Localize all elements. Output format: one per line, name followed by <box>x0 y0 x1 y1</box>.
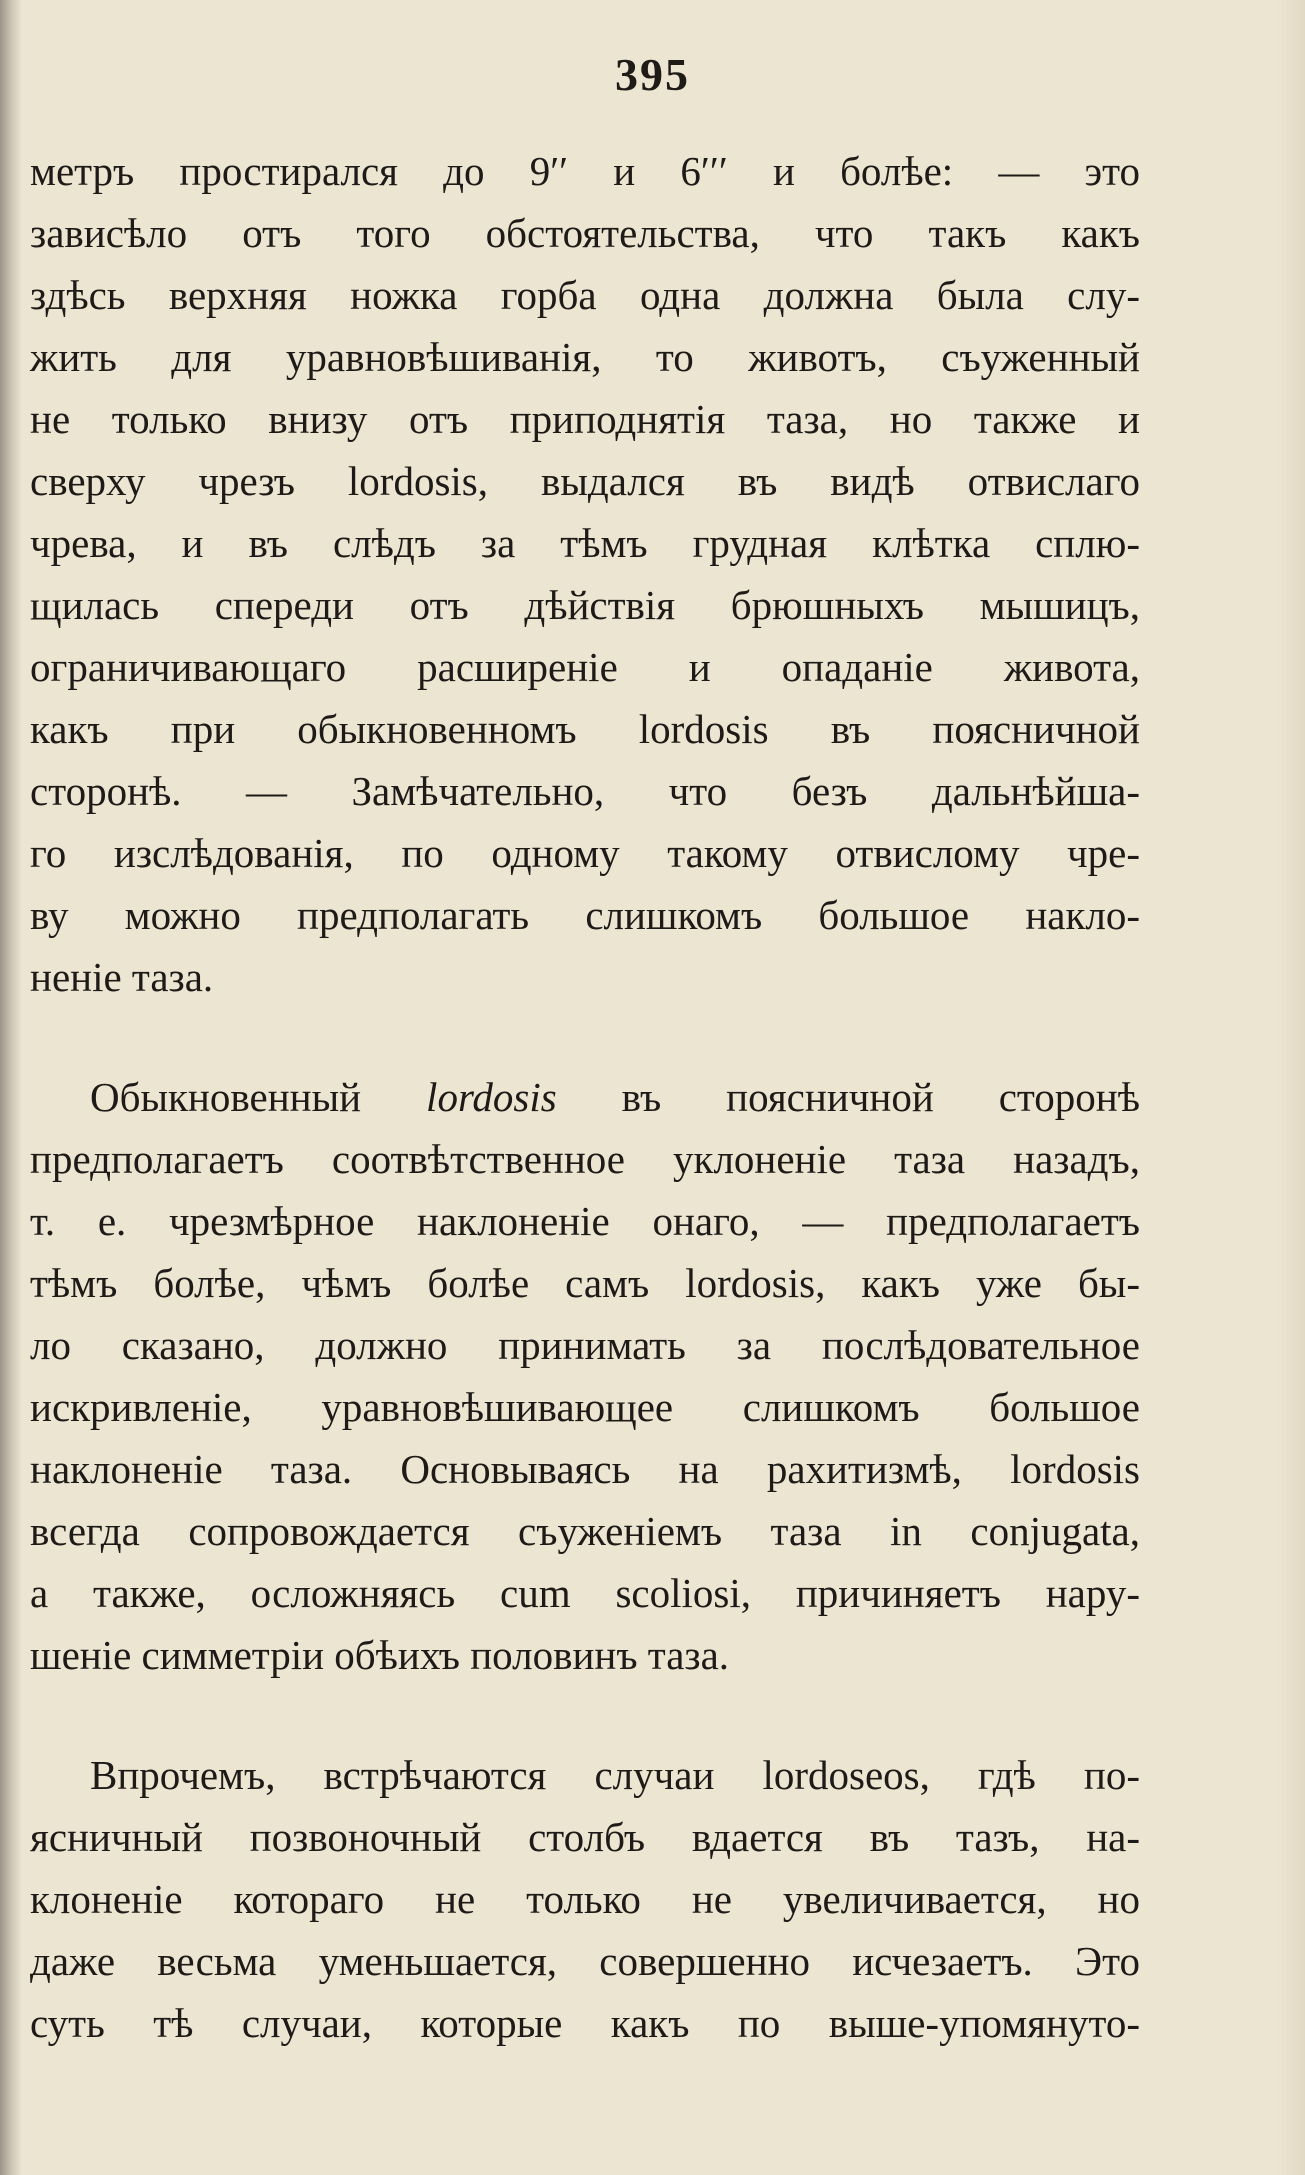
text-line: чрева, и въ слѣдъ за тѣмъ грудная клѣтка сплю- <box>30 520 1140 566</box>
text-line: искривленіе, уравновѣшивающее слишкомъ большое <box>30 1384 1140 1430</box>
paragraph-lead-line <box>30 1066 1140 1128</box>
text-line: не только внизу отъ приподнятія таза, но также и <box>30 396 1140 442</box>
text-line: ясничный позвоночный столбъ вдается въ тазъ, на- <box>30 1814 1140 1860</box>
lead-text: Обыкновенный <box>90 1074 362 1120</box>
text-line: сторонѣ. — Замѣчательно, что безъ дальнѣйша- <box>30 768 1140 814</box>
text-line: всегда сопровождается съуженіемъ таза in conjugata, <box>30 1508 1140 1554</box>
text-line: а также, осложняясь cum scoliosi, причиняетъ нару- <box>30 1570 1140 1616</box>
binding-gutter <box>0 0 22 2175</box>
lead-text-rest: въ поясничной сторонѣ <box>621 1074 1141 1120</box>
text-line: Впрочемъ, встрѣчаются случаи lordoseos, гдѣ по- <box>90 1752 1140 1798</box>
text-line: ограничивающаго расширеніе и опаданіе живота, <box>30 644 1140 690</box>
text-line: сверху чрезъ lordosis, выдался въ видѣ отвислаго <box>30 458 1140 504</box>
text-line: клоненіе котораго не только не увеличивается, но <box>30 1876 1140 1922</box>
text-line: т. е. чрезмѣрное наклоненіе онаго, — предполагаетъ <box>30 1198 1140 1244</box>
text-line: ло сказано, должно принимать за послѣдовательное <box>30 1322 1140 1368</box>
body-text <box>30 140 1140 2054</box>
text-line: жить для уравновѣшиванія, то животъ, съуженный <box>30 334 1140 380</box>
text-line: тѣмъ болѣе, чѣмъ болѣе самъ lordosis, какъ уже бы- <box>30 1260 1140 1306</box>
text-line: суть тѣ случаи, которые какъ по выше-упомянуто- <box>30 2000 1140 2046</box>
text-line: зависѣло отъ того обстоятельства, что такъ какъ <box>30 210 1140 256</box>
paragraph <box>30 140 1140 1008</box>
page-edge <box>1277 0 1305 2175</box>
text-line: даже весьма уменьшается, совершенно исчезаетъ. Это <box>30 1938 1140 1984</box>
text-line: щилась спереди отъ дѣйствія брюшныхъ мышицъ, <box>30 582 1140 628</box>
text-line: неніе таза. <box>30 954 214 1000</box>
text-line: здѣсь верхняя ножка горба одна должна была слу- <box>30 272 1140 318</box>
lead-italic-term: lordosis <box>426 1074 557 1120</box>
text-line: шеніе симметріи обѣихъ половинъ таза. <box>30 1632 730 1678</box>
text-line: ву можно предполагать слишкомъ большое накло- <box>30 892 1140 938</box>
paragraph <box>30 1066 1140 1686</box>
text-line: наклоненіе таза. Основываясь на рахитизмѣ, lordosis <box>30 1446 1140 1492</box>
text-line: какъ при обыкновенномъ lordosis въ поясничной <box>30 706 1140 752</box>
text-line: го изслѣдованія, по одному такому отвислому чре- <box>30 830 1140 876</box>
text-line: метръ простирался до 9′′ и 6′′′ и болѣе: — это <box>30 148 1140 194</box>
paragraph <box>30 1744 1140 2054</box>
text-line: предполагаетъ соотвѣтственное уклоненіе таза назадъ, <box>30 1136 1140 1182</box>
page-number: 395 <box>615 49 690 100</box>
